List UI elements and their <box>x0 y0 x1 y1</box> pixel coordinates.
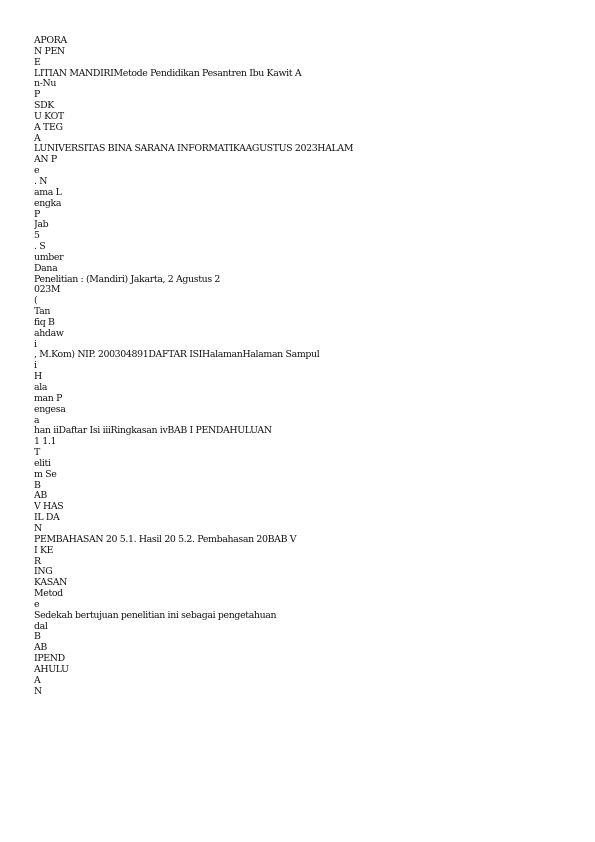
text-line: B <box>34 480 41 491</box>
text-line: U KOT <box>34 111 64 122</box>
text-line: A <box>34 675 41 686</box>
text-line: Tan <box>34 307 51 318</box>
text-line: N <box>34 523 42 534</box>
text-line: KASAN <box>34 578 68 589</box>
text-line: . S <box>34 242 46 253</box>
text-line: APORA <box>34 36 67 46</box>
text-line: ama L <box>34 187 62 198</box>
text-line: n-Nu <box>34 79 57 90</box>
text-line: V HAS <box>34 502 64 513</box>
text-line: LITIAN MANDIRIMetode Pendidikan Pesantren Ibu Kawit A <box>34 68 302 79</box>
text-line: R <box>34 556 41 567</box>
text-line: H <box>34 372 42 383</box>
text-line: P <box>34 209 40 220</box>
text-line: fiq B <box>34 317 55 328</box>
text-line: E <box>34 57 41 68</box>
text-line: engesa <box>34 404 66 415</box>
text-line: 023M <box>34 285 61 296</box>
text-line: AHULU <box>34 664 69 675</box>
text-line: i <box>34 361 37 372</box>
text-line: A <box>34 133 41 144</box>
text-line: ( <box>34 296 38 307</box>
text-line: N PEN <box>34 46 65 57</box>
text-line: han iiDaftar Isi iiiRingkasan ivBAB I PENDAHULUAN <box>34 426 272 437</box>
text-line: Penelitian : (Mandiri) Jakarta, 2 Agustus 2 <box>34 274 221 285</box>
text-line: Jab <box>34 220 49 231</box>
text-line: AB <box>34 643 47 654</box>
text-line: e <box>34 166 40 177</box>
text-line: SDK <box>34 101 54 112</box>
text-line: AB <box>34 491 47 502</box>
text-line: 5 <box>34 231 40 242</box>
text-line: I KE <box>34 545 54 556</box>
text-line: a <box>34 415 40 426</box>
text-line: . N <box>34 176 48 187</box>
text-line: N <box>34 686 42 697</box>
text-line: P <box>34 90 40 101</box>
document-text-body <box>34 36 574 697</box>
text-line: IPEND <box>34 654 65 665</box>
text-line: A TEG <box>34 122 63 133</box>
text-line: m Se <box>34 469 57 480</box>
text-line: engka <box>34 198 62 209</box>
text-line: man P <box>34 393 63 404</box>
text-line: 1 1.1 <box>34 437 57 448</box>
text-line: ING <box>34 567 53 578</box>
text-line: , M.Kom) NIP. 200304891DAFTAR ISIHalamanHalaman Sampul <box>34 350 320 361</box>
text-line: B <box>34 632 41 643</box>
text-line: umber <box>34 252 64 263</box>
text-line: dal <box>34 621 48 632</box>
text-line: Dana <box>34 263 58 274</box>
text-line: PEMBAHASAN 20 5.1. Hasil 20 5.2. Pembahasan 20BAB V <box>34 534 297 545</box>
text-line: LUNIVERSITAS BINA SARANA INFORMATIKAAGUSTUS 2023HALAM <box>34 144 354 155</box>
text-line: IL DA <box>34 513 60 524</box>
text-line: AN P <box>34 155 57 166</box>
text-line: ala <box>34 383 48 393</box>
text-line: ahdaw <box>34 328 64 339</box>
text-line: Sedekah bertujuan penelitian ini sebagai pengetahuan <box>34 610 277 621</box>
text-line: eliti <box>34 458 51 469</box>
text-line: T <box>34 448 40 459</box>
text-line: i <box>34 339 37 350</box>
text-line: e <box>34 599 40 610</box>
text-line: Metod <box>34 589 63 600</box>
